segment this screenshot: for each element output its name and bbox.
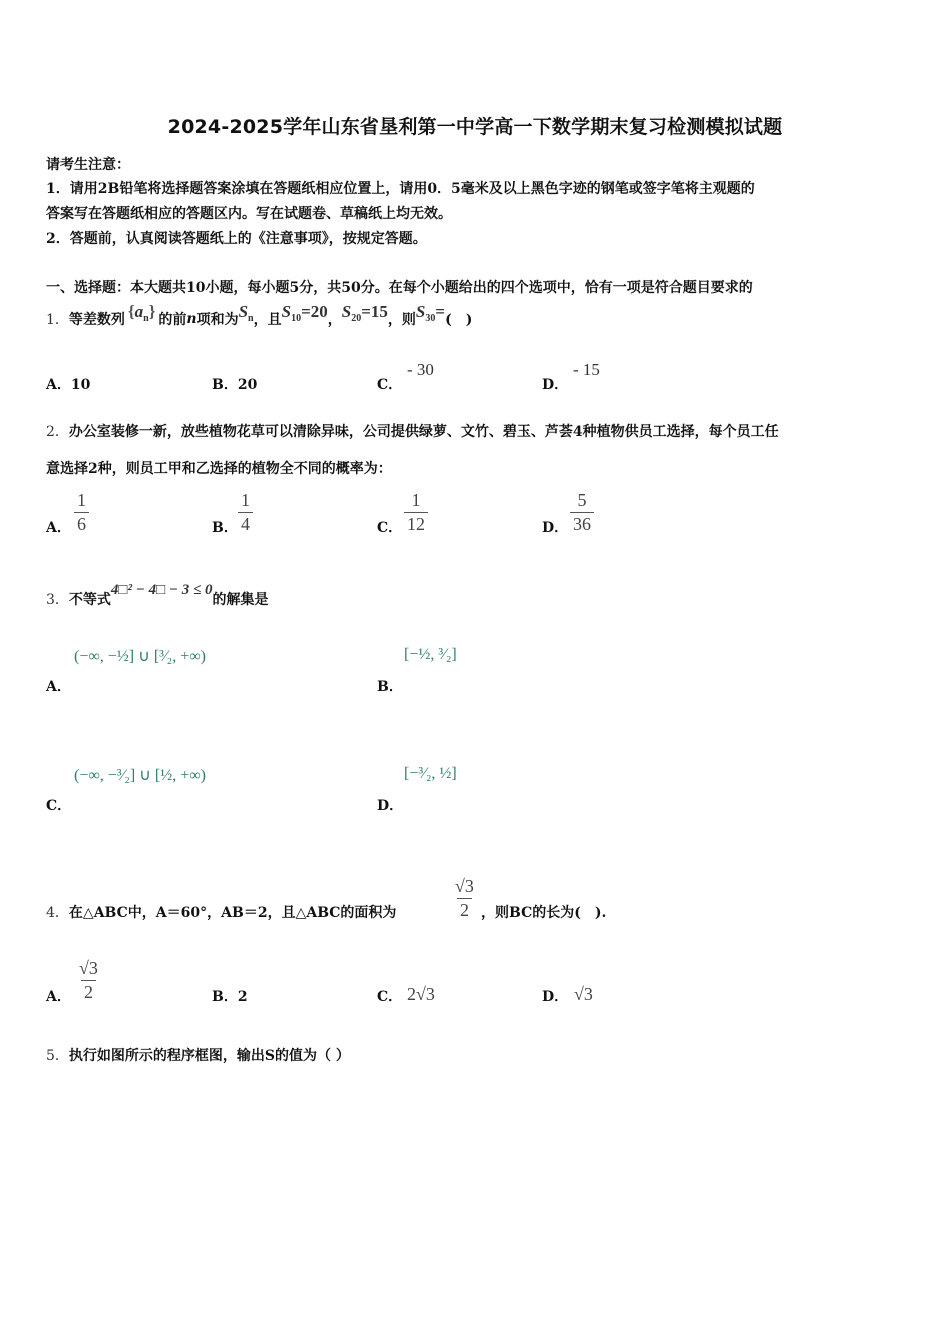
option-c-value: - 30: [407, 360, 434, 379]
area-fraction: $\frac{√3}{2}$: [455, 876, 474, 920]
option-a: A．: [46, 679, 71, 695]
question-2-line-1: 2．办公室装修一新，放些植物花草可以清除异味，公司提供绿萝、文竹、碧玉、芦荟4种植物供员工选择，每个员工任: [46, 424, 779, 440]
notice-heading: 请考生注意：: [46, 157, 130, 173]
s10-expr: $S_{10}=20$: [281, 302, 328, 324]
option-b: B．2: [212, 989, 248, 1005]
option-d-fraction: $\frac{5}{36}$: [570, 490, 594, 535]
option-d-interval: [−³⁄₂, ½]: [404, 765, 457, 782]
q1-text: ，则: [387, 312, 416, 328]
inequality-expr: 4□² − 4□ − 3 ≤ 0: [110, 581, 213, 598]
page-title: 2024-2025学年山东省垦利第一中学高一下数学期末复习检测模拟试题: [167, 116, 783, 138]
q1-text: 的前: [158, 312, 187, 328]
sequence-symbol: $\{a_n\}$: [127, 302, 156, 324]
question-3: 3． 不等式 4□² − 4□ − 3 ≤ 0 的解集是: [46, 581, 269, 608]
option-c: C．: [377, 520, 403, 536]
option-a-value: $\frac{√3}{2}$: [79, 958, 98, 1002]
option-c-interval: (−∞, −³⁄₂] ∪ [½, +∞): [74, 767, 206, 784]
option-d: D．: [542, 520, 569, 536]
option-b: B．20: [212, 377, 258, 393]
s30-expr: $S_{30}=$: [415, 302, 446, 324]
q1-text: ，且: [253, 312, 282, 328]
option-b-interval: [−½, ³⁄₂]: [404, 646, 457, 663]
answer-paren: ( ): [445, 312, 473, 328]
option-b: B．: [377, 679, 403, 695]
option-a: A．10: [46, 377, 91, 393]
option-a-interval: (−∞, −½] ∪ [³⁄₂, +∞): [74, 648, 206, 665]
option-a: A．: [46, 520, 71, 536]
option-c-fraction: $\frac{1}{12}$: [404, 490, 428, 535]
question-1: [46, 304, 472, 334]
q1-text: ，: [327, 312, 342, 328]
option-d: D．: [542, 377, 569, 393]
q1-text: 项和为: [196, 312, 239, 328]
question-4-text: 4．在△ABC中，A＝60°，AB＝2，且△ABC的面积为: [46, 905, 397, 921]
question-2-line-2: 意选择2种，则员工甲和乙选择的植物全不同的概率为：: [46, 461, 392, 477]
notice-line-2: 答案写在答题纸相应的答题区内。写在试题卷、草稿纸上均无效。: [46, 206, 452, 222]
question-4-tail: ，则BC的长为( ).: [481, 905, 607, 921]
option-a: A．: [46, 989, 71, 1005]
option-d-value: √3: [574, 984, 593, 1004]
q1-n: n: [186, 311, 197, 327]
section-heading: 一、选择题：本大题共10小题，每小题5分，共50分。在每个小题给出的四个选项中，恰有一项是符合题目要求的: [46, 280, 753, 296]
question-5: 5．执行如图所示的程序框图，输出S的值为（ ）: [46, 1048, 350, 1064]
option-b: B．: [212, 520, 238, 536]
q1-text: 等差数列: [68, 312, 125, 328]
option-c: C．: [46, 798, 72, 814]
sum-symbol: $S_n$: [238, 302, 254, 324]
s20-expr: $S_{20}=15$: [341, 302, 388, 324]
option-d-value: - 15: [573, 360, 600, 379]
option-d: D．: [542, 989, 569, 1005]
option-a-fraction: $\frac{1}{6}$: [74, 490, 89, 535]
option-c: C．: [377, 377, 403, 393]
option-b-fraction: $\frac{1}{4}$: [238, 490, 253, 535]
option-d: D．: [377, 798, 404, 814]
notice-line-3: 2．答题前，认真阅读答题纸上的《注意事项》，按规定答题。: [46, 231, 427, 247]
option-c-value: 2√3: [407, 984, 435, 1004]
option-c: C．: [377, 989, 403, 1005]
notice-line-1: 1．请用2B铅笔将选择题答案涂填在答题纸相应位置上，请用0．5毫米及以上黑色字迹的钢笔或签字笔将主观题的: [46, 181, 755, 197]
question-number: 1．: [46, 312, 69, 328]
